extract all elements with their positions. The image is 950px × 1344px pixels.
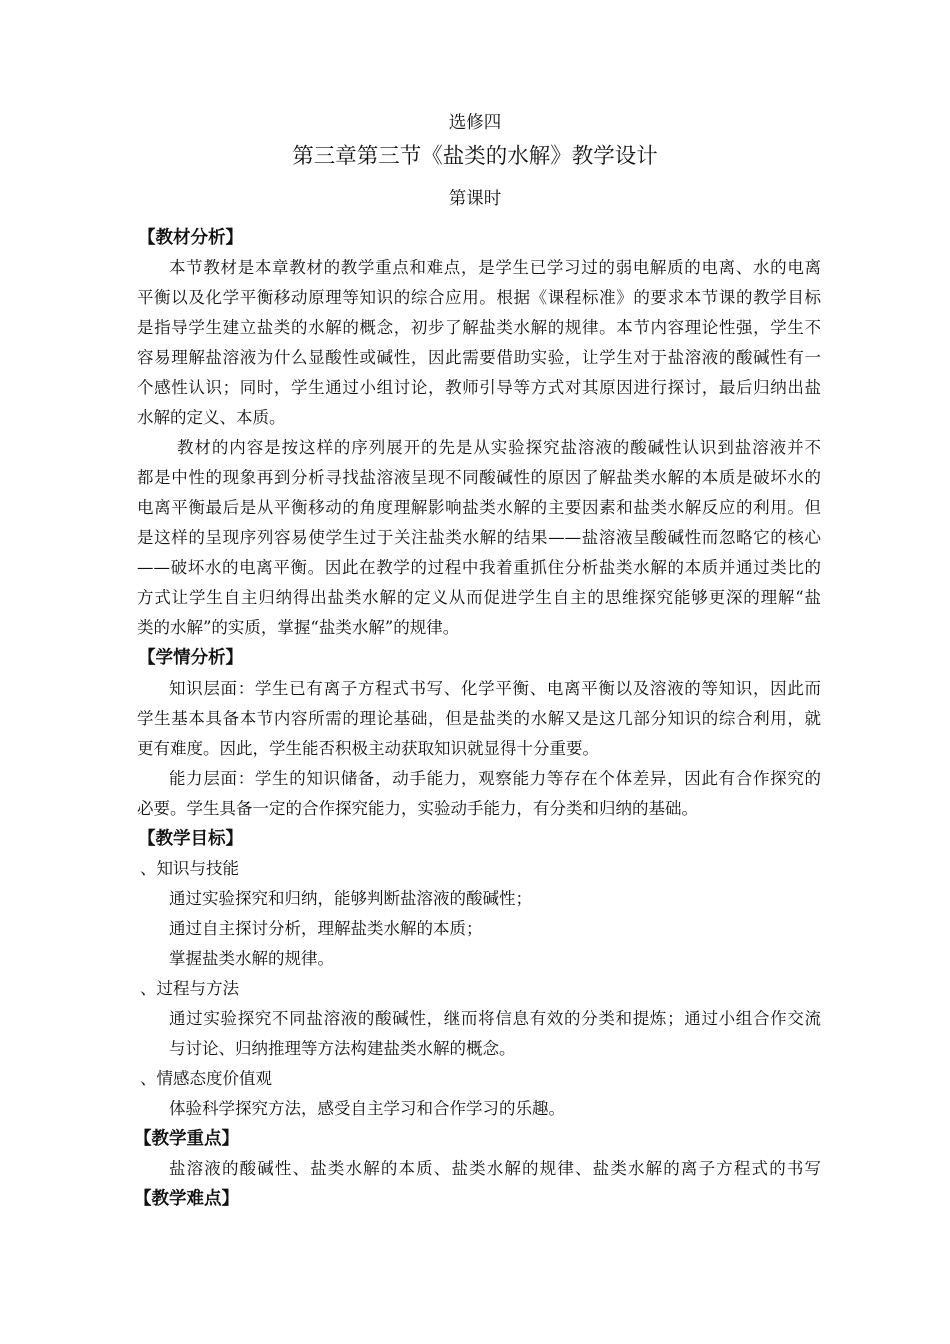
doc-lesson: 第课时: [448, 189, 502, 209]
section-heading-material: 【教材分析】: [138, 228, 243, 248]
paragraph-line: 类的水解”的实质，掌握“盐类水解”的规律。: [137, 618, 460, 637]
paragraph-line: 能力层面：学生的知识储备，动手能力，观察能力等存在个体差异，因此有合作探究的: [169, 769, 821, 788]
goal-title-attitude: 、情感态度价值观: [140, 1069, 272, 1088]
paragraph-line: 知识层面：学生已有离子方程式书写、化学平衡、电离平衡以及溶液的等知识，因此而: [169, 679, 821, 698]
section-heading-difficult: 【教学难点】: [134, 1189, 239, 1209]
paragraph-line: ——破坏水的电离平衡。因此在教学的过程中我着重抓住分析盐类水解的本质并通过类比的: [137, 558, 821, 577]
paragraph-line: 电离平衡最后是从平衡移动的角度理解影响盐类水解的主要因素和盐类水解反应的利用。但: [137, 498, 821, 517]
paragraph-line: 学生基本具备本节内容所需的理论基础，但是盐类的水解又是这几部分知识的综合利用，就: [137, 709, 821, 728]
paragraph-line: 教材的内容是按这样的序列展开的先是从实验探究盐溶液的酸碱性认识到盐溶液并不: [177, 438, 821, 457]
doc-title: 第三章第三节《盐类的水解》教学设计: [292, 144, 658, 169]
paragraph-line: 必要。学生具备一定的合作探究能力，实验动手能力，有分类和归纳的基础。: [137, 799, 698, 818]
paragraph-line: 盐溶液的酸碱性、盐类水解的本质、盐类水解的规律、盐类水解的离子方程式的书写: [169, 1159, 821, 1178]
paragraph-line: 容易理解盐溶液为什么显酸性或碱性，因此需要借助实验，让学生对于盐溶液的酸碱性有一: [137, 348, 821, 367]
list-item: 通过自主探讨分析，理解盐类水解的本质；: [169, 919, 483, 938]
paragraph-line: 与讨论、归纳推理等方法构建盐类水解的概念。: [169, 1039, 516, 1058]
paragraph-line: 是指导学生建立盐类的水解的概念，初步了解盐类水解的规律。本节内容理论性强，学生不: [137, 318, 821, 337]
paragraph-line: 更有难度。因此，学生能否积极主动获取知识就显得十分重要。: [137, 739, 599, 758]
doc-subtitle: 选修四: [448, 113, 502, 133]
paragraph-line: 方式让学生自主归纳得出盐类水解的定义从而促进学生自主的思维探究能够更深的理解“盐: [137, 588, 821, 607]
goal-title-process: 、过程与方法: [140, 979, 239, 998]
list-item: 掌握盐类水解的规律。: [169, 949, 334, 968]
section-heading-goals: 【教学目标】: [138, 829, 243, 849]
paragraph-line: 本节教材是本章教材的教学重点和难点，是学生已学习过的弱电解质的电离、水的电离: [169, 258, 821, 277]
paragraph-line: 都是中性的现象再到分析寻找盐溶液呈现不同酸碱性的原因了解盐类水解的本质是破坏水的: [137, 468, 821, 487]
section-heading-student: 【学情分析】: [138, 648, 243, 668]
list-item: 通过实验探究和归纳，能够判断盐溶液的酸碱性；: [169, 889, 532, 908]
goal-title-knowledge: 、知识与技能: [140, 859, 239, 878]
paragraph-line: 个感性认识；同时，学生通过小组讨论，教师引导等方式对其原因进行探讨，最后归纳出盐: [137, 378, 821, 397]
paragraph-line: 平衡以及化学平衡移动原理等知识的综合应用。根据《课程标准》的要求本节课的教学目标: [137, 288, 821, 307]
section-heading-key: 【教学重点】: [134, 1129, 239, 1149]
paragraph-line: 体验科学探究方法，感受自主学习和合作学习的乐趣。: [169, 1099, 565, 1118]
paragraph-line: 是这样的呈现序列容易使学生过于关注盐类水解的结果——盐溶液呈酸碱性而忽略它的核心: [137, 528, 821, 547]
paragraph-line: 水解的定义、本质。: [137, 408, 286, 427]
paragraph-line: 通过实验探究不同盐溶液的酸碱性，继而将信息有效的分类和提炼；通过小组合作交流: [169, 1009, 821, 1028]
